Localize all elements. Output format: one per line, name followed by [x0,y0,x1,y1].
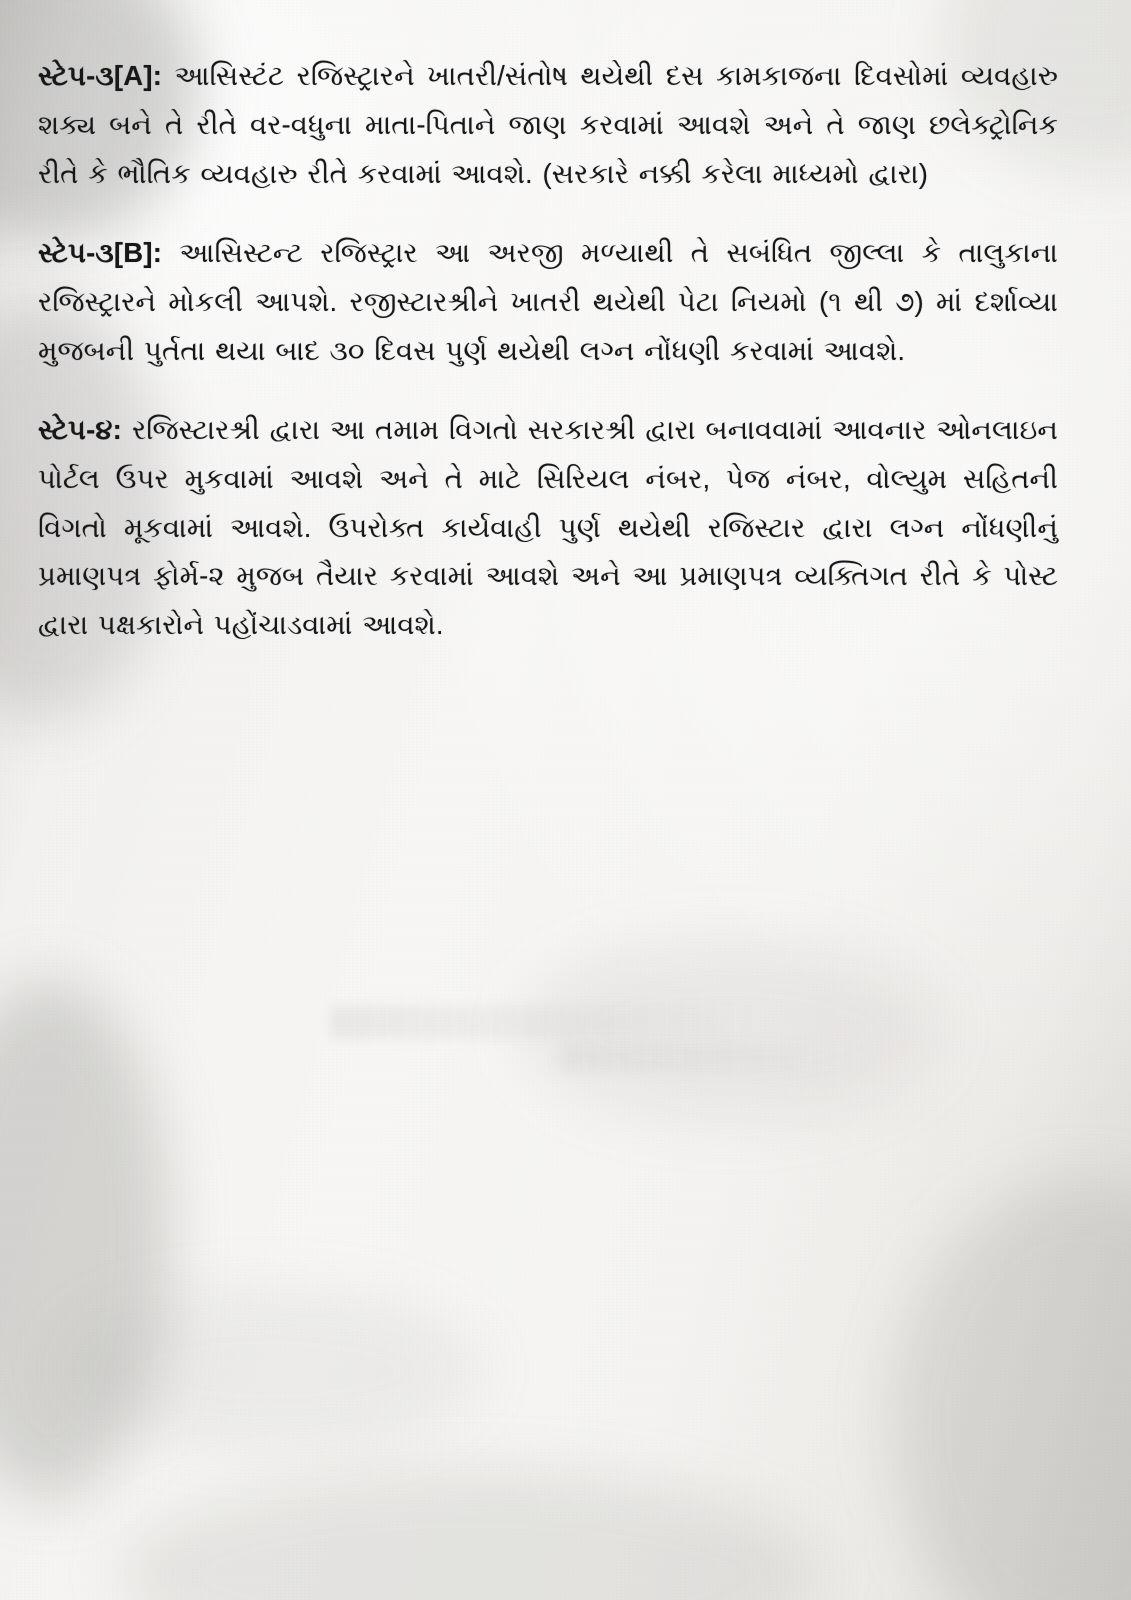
paragraph-step-3a [38,52,1058,199]
shadow-blotch [520,940,940,1120]
paragraph-step-4 [38,406,1058,651]
step-label-3a: સ્ટેપ-૩[A]: [38,60,163,91]
ink-ghosting [330,1005,760,1039]
shadow-blotch [891,1180,1131,1600]
step-label-3b: સ્ટેપ-૩[B]: [38,236,163,268]
step-text-3a: આસિસ્ટંટ રજિસ્ટ્રારને ખાતરી/સંતોષ થયેથી દસ કામકાજના દિવસોમાં વ્યવહારુ શક્ય બને તે રીતે વર-વધુના માતા-પિતાને જાણ કરવામાં આવશે અને તે જાણ છલેક્ટ્રોનિક રીતે કે ભૌતિક વ્યવહારુ રીતે કરવામાં આવશે. (સરકારે નક્કી કરેલા માધ્યમો દ્વારા) [38,60,1058,189]
document-text-body [38,52,1058,680]
shadow-blotch [120,1470,820,1600]
paragraph-step-3b [38,229,1058,376]
ink-ghosting [560,1045,860,1071]
step-label-4: સ્ટેપ-૪: [38,413,123,445]
step-text-3b: આસિસ્ટન્ટ રજિસ્ટ્રાર આ અરજી મળ્યાથી તે સબંધિત જીલ્લા કે તાલુકાના રજિસ્ટ્રારને મોકલી આપશે. રજીસ્ટારશ્રીને ખાતરી થયેથી પેટા નિયમો (૧ થી ૭) માં દર્શાવ્યા મુજબની પુર્તતા થયા બાદ ૩૦ દિવસ પુર્ણ થયેથી લગ્ન નોંધણી કરવામાં આવશે. [38,236,1058,366]
shadow-blotch [60,1290,480,1450]
step-text-4: રજિસ્ટારશ્રી દ્વારા આ તમામ વિગતો સરકારશ્રી દ્વારા બનાવવામાં આવનાર ઓનલાઇન પોર્ટલ ઉપર મુકવામાં આવશે અને તે માટે સિરિયલ નંબર, પેજ નંબર, વોલ્યુમ સહિતની વિગતો મૂકવામાં આવશે. ઉપરોક્ત કાર્યવાહી પુર્ણ થયેથી રજિસ્ટાર દ્વારા લગ્ન નોંધણીનું પ્રમાણપત્ર ફોર્મ-૨ મુજબ તૈયાર કરવામાં આવશે અને આ પ્રમાણપત્ર વ્યક્તિગત રીતે કે પોસ્ટ દ્વારા પક્ષકારોને પહોંચાડવામાં આવશે. [38,413,1058,641]
shadow-blotch [0,980,170,1500]
